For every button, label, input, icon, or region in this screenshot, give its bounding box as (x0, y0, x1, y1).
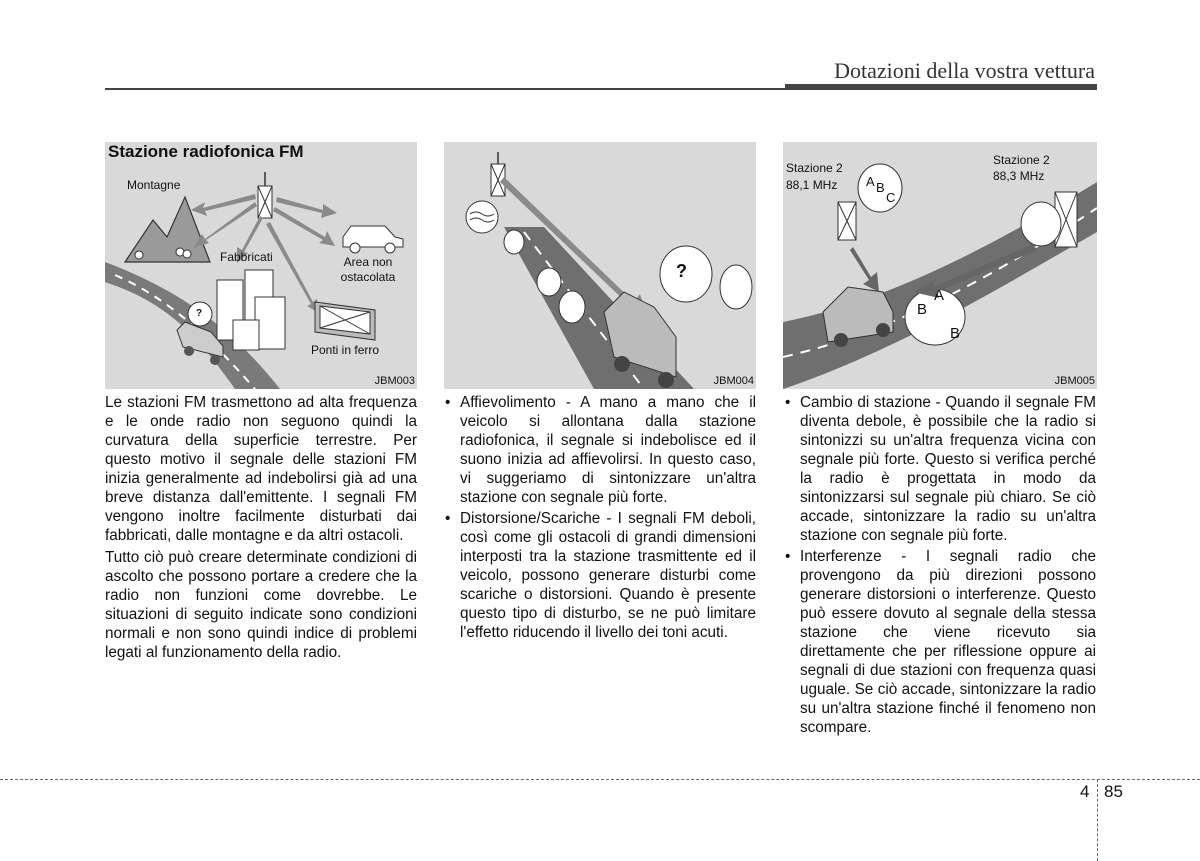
list-item: • Affievolimento - A mano a mano che il veicolo si allontana dalla stazione radiofonica, il segnale si indebolisce ed il suono inizia ad affievolirsi. In questo caso, vi suggeriamo di sintonizzare un'altra stazione con segnale più forte. (444, 393, 756, 507)
question-mark: ? (196, 308, 203, 319)
figure-fm-station (105, 142, 417, 389)
text-column-2 (444, 393, 756, 644)
tree (183, 250, 191, 258)
text-column-1 (105, 393, 417, 665)
interference-letter-a: A (934, 287, 945, 304)
signal-arrow-left (850, 247, 879, 292)
figure-fading (444, 142, 756, 389)
list-item: • Cambio di stazione - Quando il segnale FM diventa debole, è possibile che la radio si sintonizzi su un'altra frequenza vicina con segnale più forte. Questo si verifica perché la radio è progettata in modo da sintonizzarsi sul segnale più chiaro. Se ciò accade, sintonizzare la radio su un'altra stazione con segnale più forte. (784, 393, 1096, 545)
list-item: • Distorsione/Scariche - I segnali FM deboli, così come gli ostacoli di grandi dimensioni interposti tra la stazione trasmittente ed il veicolo, possono generare disturbi come scariche o distorsioni. Quando è presente questo tipo di disturbo, se ne può limitare l'effetto riducendo il livello dei toni acuti. (444, 509, 756, 642)
paragraph: Tutto ciò può creare determinate condizioni di ascolto che possono portare a credere che la radio non funzioni come dovrebbe. Le situazioni di seguito indicate sono condizioni normali e non sono quindi indice di problemi legati al funzionamento della radio. (105, 549, 417, 661)
figure-title: Stazione radiofonica FM (108, 142, 304, 161)
paragraph: Le stazioni FM trasmettono ad alta frequenza e le onde radio non seguono quindi la curvatura della superficie terrestre. Per questo motivo il segnale delle stazioni FM inizia generalmente ad indebolirsi già ad una breve distanza dall'emittente. I segnali FM vengono inoltre facilmente disturbati dai fabbricati, dalle montagne e da altri ostacoli. (105, 394, 417, 544)
label-open-area: Area non ostacolata (340, 255, 396, 284)
bullet-list (784, 393, 1096, 737)
iron-bridge-icon (315, 302, 375, 340)
chapter-number: 4 (1080, 782, 1090, 801)
radio-tower-left-icon (838, 202, 856, 240)
header-rule-accent (785, 84, 1097, 90)
figure-code: JBM005 (1054, 375, 1095, 387)
interference-letter-b2: B (950, 325, 961, 342)
footer-dashed-divider (1097, 779, 1098, 861)
figure-code: JBM003 (374, 375, 415, 387)
station-right-frequency: 88,3 MHz (993, 169, 1045, 183)
bullet-list (444, 393, 756, 642)
figure-code: JBM004 (713, 375, 754, 387)
tree (135, 251, 143, 259)
station-left-name: Stazione 2 (786, 161, 843, 175)
bubble-letter-c: C (886, 190, 896, 205)
noise-bubble (466, 201, 498, 233)
section-header-title: Dotazioni della vostra vettura (834, 58, 1095, 83)
label-mountains: Montagne (127, 178, 181, 192)
car-icon (343, 226, 403, 253)
label-iron-bridges: Ponti in ferro (311, 343, 380, 357)
buildings-icon (217, 270, 285, 350)
radio-tower-icon (258, 172, 272, 218)
question-mark: ? (676, 261, 687, 281)
noise-bubble (1021, 202, 1061, 246)
text-column-3 (784, 393, 1096, 739)
bubble-letter-a: A (866, 174, 875, 189)
radio-tower-icon (491, 152, 505, 196)
figure-station-change (783, 142, 1097, 389)
list-item: • Interferenze - I segnali radio che provengono da più direzioni possono generare distorsioni o interferenze. Questo può essere dovuto al segnale della stessa stazione che viene ricevuto sia direttamente che per riflessione oppure ai segnali di due stazioni con frequenza quasi uguale. Se ciò accade, sintonizzare la radio su un'altra stazione finché il fenomeno non scompare. (784, 547, 1096, 737)
station-left-frequency: 88,1 MHz (786, 178, 838, 192)
bubble-letter-b: B (876, 180, 885, 195)
fading-illustration (444, 142, 756, 389)
page-number: 85 (1104, 782, 1123, 801)
label-buildings: Fabbricati (220, 250, 273, 264)
interference-letter-b: B (917, 301, 928, 318)
station-right-name: Stazione 2 (993, 153, 1050, 167)
footer-dashed-rule (0, 779, 1200, 780)
